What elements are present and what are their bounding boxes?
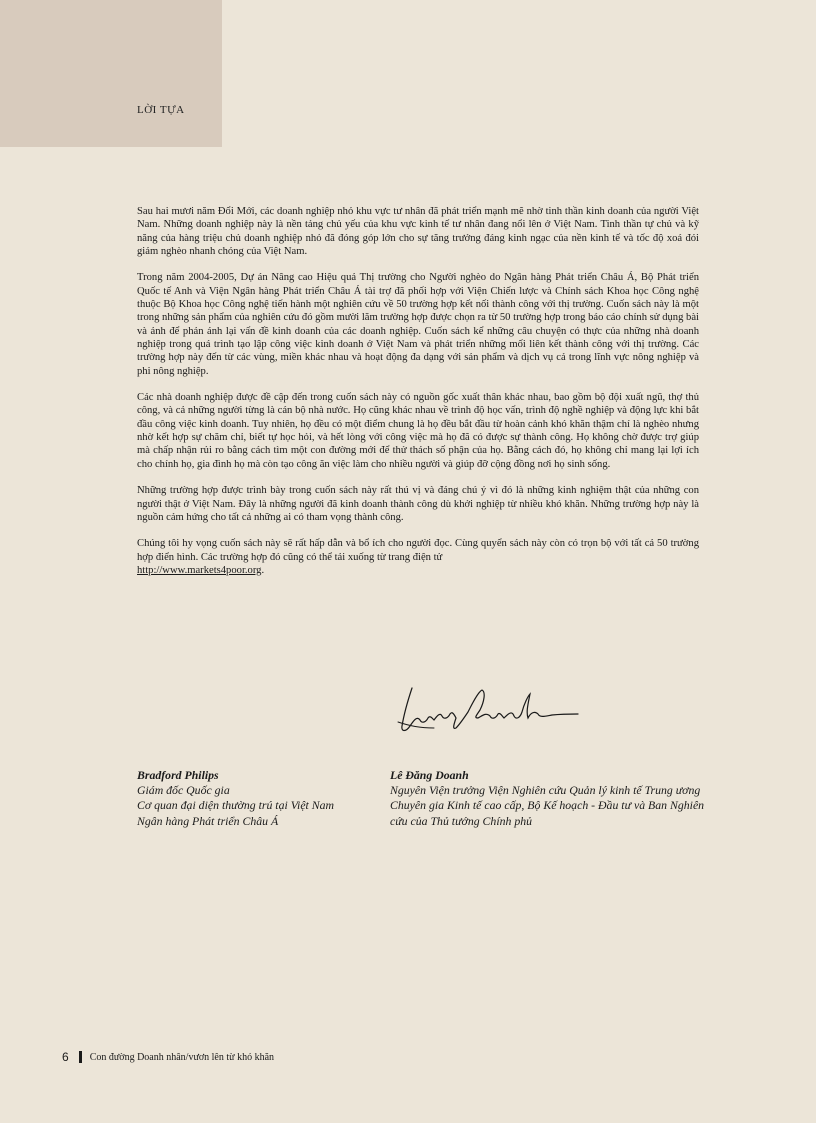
header-block — [0, 0, 222, 147]
signatory-left — [137, 768, 387, 829]
signatory-right — [390, 768, 720, 829]
page-footer — [62, 1050, 274, 1064]
running-title: Con đường Doanh nhân/vươn lên từ khó khăn — [89, 1051, 275, 1063]
section-title: LỜI TỰA — [137, 104, 185, 116]
website-link[interactable]: http://www.markets4poor.org — [137, 565, 262, 577]
link-suffix: . — [261, 565, 265, 577]
signatory-left-line-2: Cơ quan đại diện thường trú tại Việt Nam — [137, 798, 335, 813]
paragraph-5-text: Chúng tôi hy vọng cuốn sách này sẽ rất hấp dẫn và bổ ích cho người đọc. Cùng quyển sách này còn có trọn bộ với tất cả 50 trường hợp điển hình. Các trường hợp đó cũng có thể tải xuống từ trang điện tử — [137, 538, 699, 563]
footer-divider — [79, 1051, 82, 1063]
paragraph-3: Các nhà doanh nghiệp được đề cập đến trong cuốn sách này có nguồn gốc xuất thân khác nhau, bao gồm bộ đội xuất ngũ, thợ thủ công, và cả những người từng là cán bộ nhà nước. Họ cũng khác nhau về trình độ học vấn, trình độ nghề nghiệp và động lực khi bắt đầu công việc kinh doanh. Tuy nhiên, họ đều có một điểm chung là họ đều bắt đầu từ hoàn cảnh khó khăn thậm chí là nghèo nhưng nhờ kết hợp sự chăm chỉ, biết tự học hỏi, và hết lòng với công việc mà họ đã có được sự thành công. Họ không chờ được trợ giúp mà chấp nhận rủi ro bằng cách tìm một con đường mới để thử thách số phận của họ. Bằng cách đó, họ không chỉ mang lại lợi ích cho chính họ, gia đình họ mà còn tạo công ăn việc làm cho nhiều người và giúp đỡ cộng đồng nơi họ sinh sống. — [137, 392, 699, 470]
handwritten-signature — [390, 682, 580, 740]
signatory-right-line-1: Nguyên Viện trưởng Viện Nghiên cứu Quản lý kinh tế Trung ương — [390, 783, 701, 798]
paragraph-4: Những trường hợp được trình bày trong cuốn sách này rất thú vị và đáng chú ý vì đó là những kinh nghiệm thật của những con người thật ở Việt Nam. Đây là những người đã kinh doanh thành công dù khởi nghiệp từ nhiều khó khăn. Những trường hợp này là nguồn cảm hứng cho tất cả những ai có tham vọng thành công. — [137, 485, 699, 523]
signatory-left-name: Bradford Philips — [137, 768, 219, 782]
paragraph-2: Trong năm 2004-2005, Dự án Nâng cao Hiệu quả Thị trường cho Người nghèo do Ngân hàng Phát triển Châu Á, Bộ Phát triển Quốc tế Anh và Viện Ngân hàng Phát triển Châu Á tài trợ đã phối hợp với Viện Chiến lược và Chính sách Khoa học Công nghệ thuộc Bộ Khoa học Công nghệ tiến hành một nghiên cứu về 50 trường hợp kết nối thành công với thị trường. Cuốn sách này là một trong những sản phẩm của nghiên cứu đó gồm mười lăm trường hợp được chọn ra từ 50 trường hợp trong báo cáo chính sử dụng bài và ảnh để phản ánh lại vấn đề kinh doanh của các doanh nghiệp. Cuốn sách kể những câu chuyện có thực của những nhà doanh nghiệp trong quá trình tạo lập công việc kinh doanh ở Việt Nam và phát triển những mối liên kết thành công với thị trường. Các trường hợp này đến từ các vùng, miền khác nhau và hoạt động đa dạng với sản phẩm và dịch vụ cả trong lĩnh vực nông nghiệp và phi nông nghiệp. — [137, 272, 699, 377]
page-number: 6 — [62, 1050, 69, 1064]
signatory-right-line-2: Chuyên gia Kinh tế cao cấp, Bộ Kế hoạch - Đầu tư và Ban Nghiên cứu của Thủ tướng Chính phủ — [390, 798, 705, 828]
paragraph-1: Sau hai mươi năm Đổi Mới, các doanh nghiệp nhỏ khu vực tư nhân đã phát triển mạnh mẽ nhờ tinh thần kinh doanh của người Việt Nam. Những doanh nghiệp này là nền tảng chủ yếu của khu vực kinh tế tư nhân đang nổi lên ở Việt Nam. Tinh thần tự chủ và kỹ năng của hàng triệu chủ doanh nghiệp nhỏ đã đóng góp lớn cho sự tăng trưởng đáng kinh ngạc của nền kinh tế và tốc độ xoá đói giảm nghèo nhanh chóng của Việt Nam. — [137, 206, 699, 257]
signatory-left-line-1: Giám đốc Quốc gia — [137, 783, 230, 798]
paragraph-5 — [137, 537, 699, 577]
signatory-right-name: Lê Đăng Doanh — [390, 768, 469, 782]
signatory-left-line-3: Ngân hàng Phát triển Châu Á — [137, 813, 279, 828]
preface-body — [137, 205, 699, 591]
